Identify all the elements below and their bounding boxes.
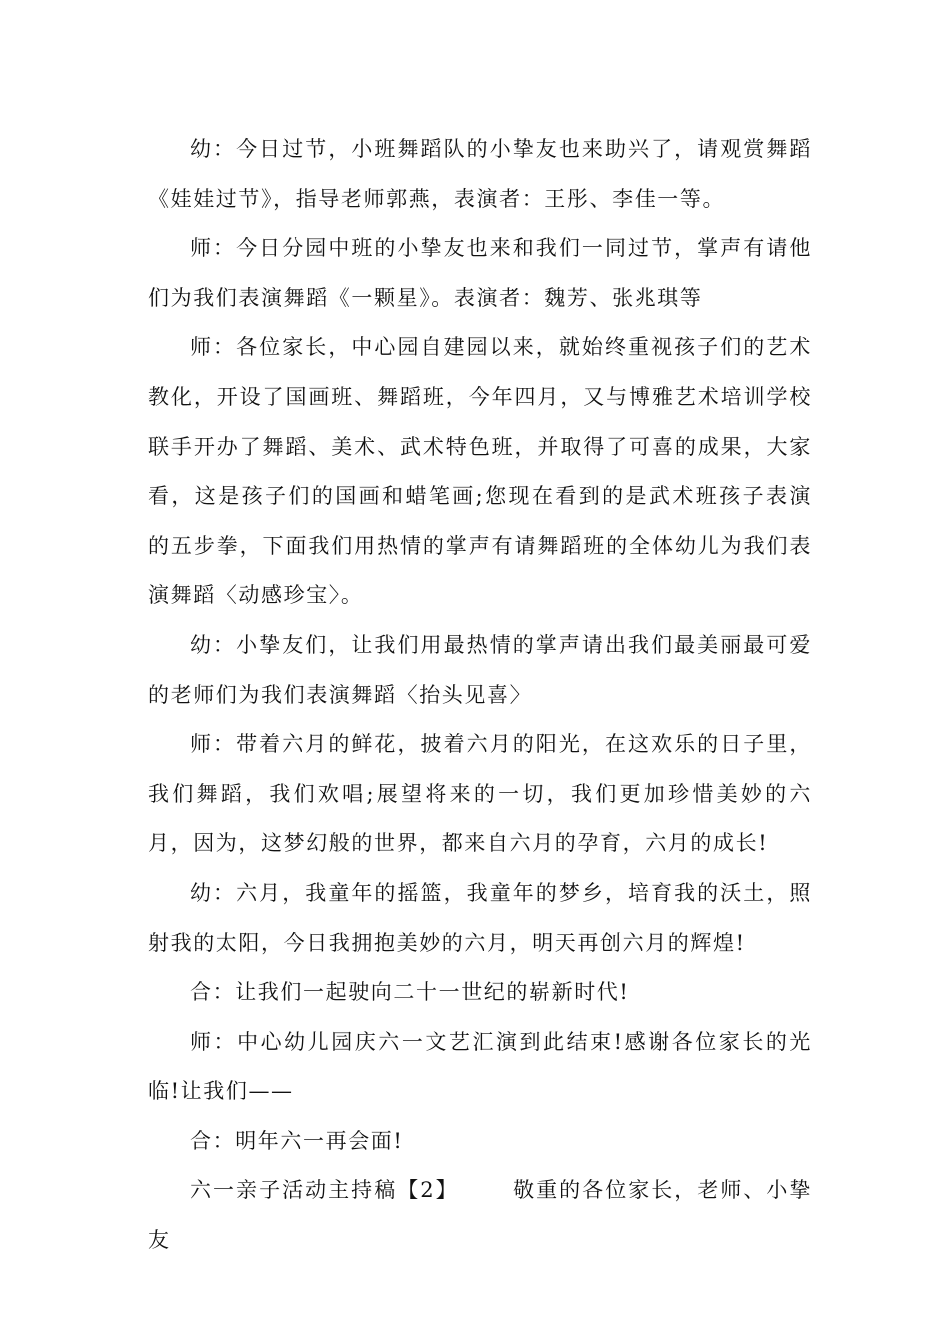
- paragraph-2: 师：今日分园中班的小挚友也来和我们一同过节，掌声有请他们为我们表演舞蹈《一颗星》。表演者：魏芳、张兆琪等: [148, 236, 812, 310]
- section-heading: 六一亲子活动主持稿【2】: [190, 1178, 459, 1203]
- section-greeting: 敬重的各位家长，老师、小挚友: [148, 1178, 812, 1253]
- paragraph-4: 幼：小挚友们，让我们用最热情的掌声请出我们最美丽最可爱的老师们为我们表演舞蹈〈抬头见喜〉: [148, 632, 812, 707]
- paragraph-9: 合：明年六一再会面!: [190, 1128, 404, 1153]
- paragraph-3: 师：各位家长，中心园自建园以来，就始终重视孩子们的艺术教化，开设了国画班、舞蹈班，今年四月，又与博雅艺术培训学校联手开办了舞蹈、美术、武术特色班，并取得了可喜的成果，大家看，这是孩子们的国画和蜡笔画;您现在看到的是武术班孩子表演的五步拳，下面我们用热情的掌声有请舞蹈班的全体幼儿为我们表演舞蹈〈动感珍宝〉。: [148, 335, 812, 608]
- paragraph-10: [148, 1166, 812, 1265]
- paragraph-7: 合：让我们一起驶向二十一世纪的崭新时代!: [190, 980, 630, 1005]
- document-body: [148, 125, 812, 1266]
- paragraph-6: 幼：六月，我童年的摇篮，我童年的梦乡，培育我的沃土，照射我的太阳，今日我拥抱美妙的六月，明天再创六月的辉煌!: [148, 880, 812, 955]
- paragraph-8: 师：中心幼儿园庆六一文艺汇演到此结束!感谢各位家长的光临!让我们——: [148, 1029, 812, 1104]
- paragraph-1: 幼：今日过节，小班舞蹈队的小挚友也来助兴了，请观赏舞蹈《娃娃过节》，指导老师郭燕，表演者：王彤、李佳一等。: [148, 137, 812, 211]
- paragraph-5: 师：带着六月的鲜花，披着六月的阳光，在这欢乐的日子里，我们舞蹈，我们欢唱;展望将来的一切，我们更加珍惜美妙的六月，因为，这梦幻般的世界，都来自六月的孕育，六月的成长!: [148, 732, 812, 856]
